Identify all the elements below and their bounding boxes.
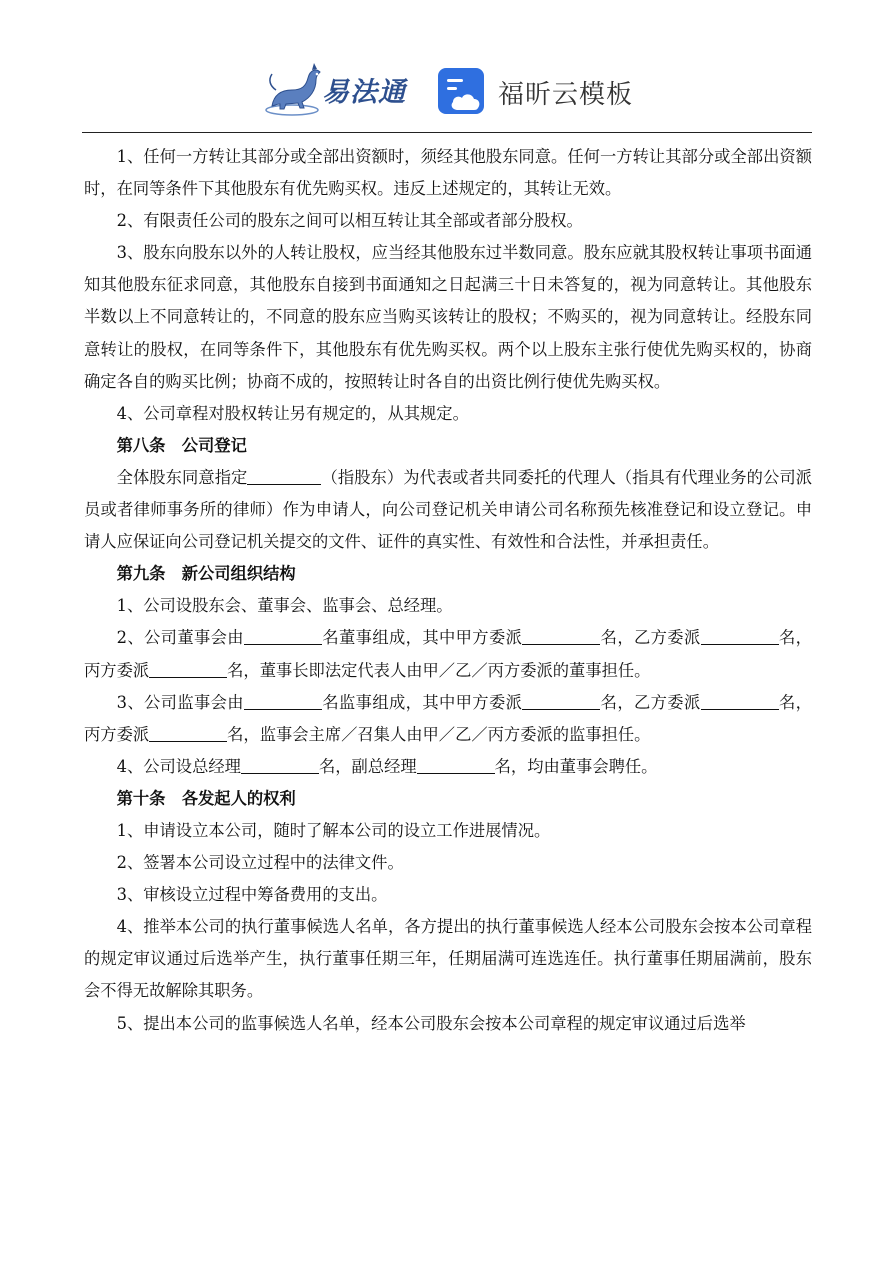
blank-field xyxy=(149,723,227,742)
blank-field xyxy=(701,626,779,645)
text-segment: 名董事组成，其中甲方委派 xyxy=(321,628,523,648)
blank-field xyxy=(244,691,322,710)
text-segment: 全体股东同意指定 xyxy=(116,467,248,487)
blank-field xyxy=(522,691,600,710)
text-segment: 名，监事会主席／召集人由甲／乙／丙方委派的监事担任。 xyxy=(227,724,651,744)
paragraph-9-3 xyxy=(84,687,812,751)
text-segment: 名，乙方委派 xyxy=(600,628,701,648)
text-segment: 名，丙方委派 xyxy=(84,628,812,680)
paragraph-10-1: 1、申请设立本公司，随时了解本公司的设立工作进展情况。 xyxy=(116,820,551,840)
paragraph-10-2: 2、签署本公司设立过程中的法律文件。 xyxy=(116,853,404,873)
blank-field xyxy=(244,626,322,645)
paragraph-10-5: 5、提出本公司的监事候选人名单，经本公司股东会按本公司章程的规定审议通过后选举 xyxy=(116,1013,746,1033)
page-header xyxy=(0,0,893,132)
text-segment: 名，乙方委派 xyxy=(600,692,701,712)
paragraph-7-1: 1、任何一方转让其部分或全部出资额时，须经其他股东同意。任何一方转让其部分或全部出资额时，在同等条件下其他股东有优先购买权。违反上述规定的，其转让无效。 xyxy=(84,147,812,199)
article-10-heading: 第十条 各发起人的权利 xyxy=(116,788,296,808)
text-segment: 3、公司监事会由 xyxy=(116,692,244,712)
paragraph-10-3: 3、审核设立过程中筹备费用的支出。 xyxy=(116,885,388,905)
header-rule xyxy=(82,132,812,133)
blank-field xyxy=(417,755,495,774)
blank-field xyxy=(522,626,600,645)
text-segment: （指股东）为代表或者共同委托的代理人（指具有代理业务的公司派员或者律师事务所的律师）作为申请人，向公司登记机关申请公司名称预先核准登记和设立登记。申请人应保证向公司登记机关提交的文件、证件的真实性、有效性和合法性，并承担责任。 xyxy=(84,467,812,552)
paragraph-9-2 xyxy=(84,622,812,686)
paragraph-8 xyxy=(84,462,812,558)
brand-yifatong: 易法通 xyxy=(322,76,406,108)
text-segment: 名，均由董事会聘任。 xyxy=(494,756,658,776)
text-segment: 4、公司设总经理 xyxy=(116,756,241,776)
brand-foxit-template: 福昕云模板 xyxy=(498,79,634,110)
blank-field xyxy=(701,691,779,710)
foxit-template-logo xyxy=(436,66,656,118)
text-segment: 名监事组成，其中甲方委派 xyxy=(321,692,523,712)
text-segment: 2、公司董事会由 xyxy=(116,628,244,648)
text-segment: 名，丙方委派 xyxy=(84,692,812,744)
article-9-heading: 第九条 新公司组织结构 xyxy=(116,564,296,584)
blank-field xyxy=(241,755,319,774)
document-body xyxy=(84,141,812,1040)
qilin-icon xyxy=(262,60,328,118)
paragraph-7-4: 4、公司章程对股权转让另有规定的，从其规定。 xyxy=(116,403,469,423)
blank-field xyxy=(247,466,321,485)
yifatong-logo xyxy=(262,60,422,118)
paragraph-9-1: 1、公司设股东会、董事会、监事会、总经理。 xyxy=(116,596,453,616)
paragraph-7-2: 2、有限责任公司的股东之间可以相互转让其全部或者部分股权。 xyxy=(116,211,583,231)
article-8-heading: 第八条 公司登记 xyxy=(116,435,247,455)
paragraph-7-3: 3、股东向股东以外的人转让股权，应当经其他股东过半数同意。股东应就其股权转让事项书面通知其他股东征求同意，其他股东自接到书面通知之日起满三十日未答复的，视为同意转让。其他股东半数以上不同意转让的，不同意的股东应当购买该转让的股权；不购买的，视为同意转让。经股东同意转让的股权，在同等条件下，其他股东有优先购买权。两个以上股东主张行使优先购买权的，协商确定各自的购买比例；协商不成的，按照转让时各自的出资比例行使优先购买权。 xyxy=(84,243,812,391)
paragraph-9-4 xyxy=(84,751,812,783)
paragraph-10-4: 4、推举本公司的执行董事候选人名单，各方提出的执行董事候选人经本公司股东会按本公司章程的规定审议通过后选举产生，执行董事任期三年，任期届满可连选连任。执行董事任期届满前，股东会不得无故解除其职务。 xyxy=(84,917,812,1001)
blank-field xyxy=(149,659,227,678)
cloud-document-icon xyxy=(436,66,488,118)
text-segment: 名，副总经理 xyxy=(318,756,417,776)
text-segment: 名，董事长即法定代表人由甲／乙／丙方委派的董事担任。 xyxy=(227,660,651,680)
